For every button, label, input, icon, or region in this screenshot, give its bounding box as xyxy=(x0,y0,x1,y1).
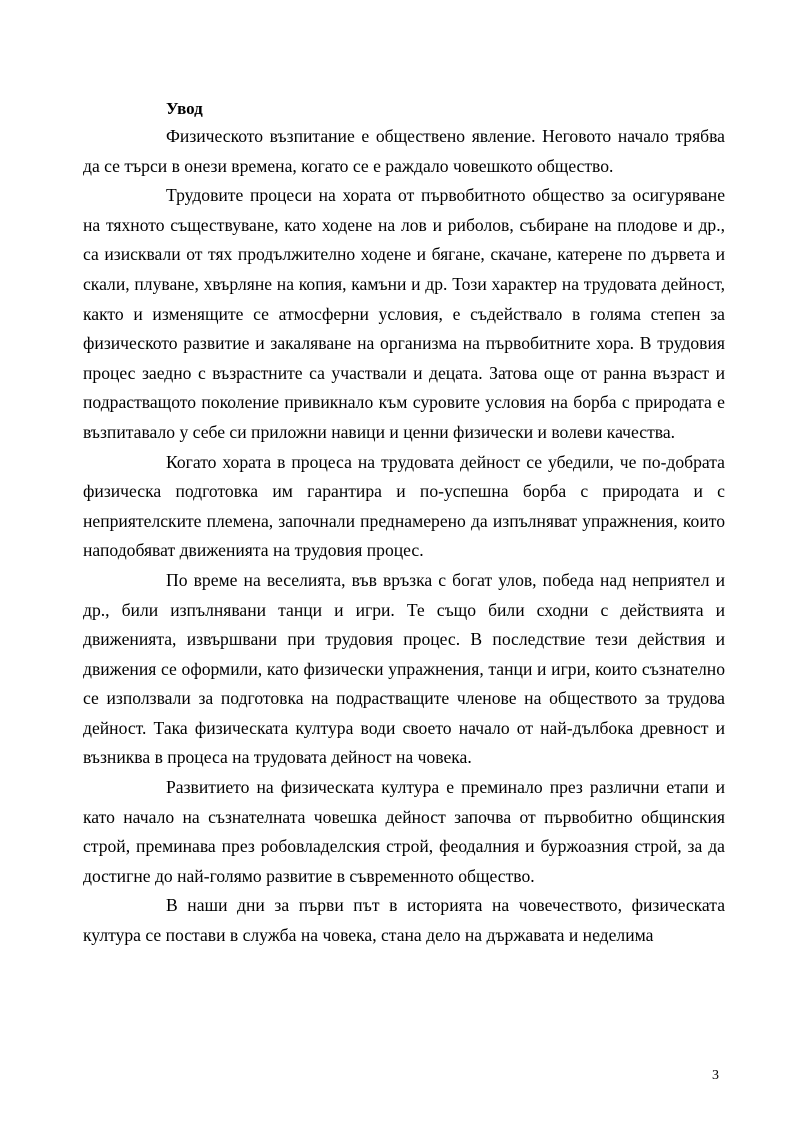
document-body xyxy=(83,96,725,951)
paragraph: Трудовите процеси на хората от първобитното общество за осигуряване на тяхното съществуване, като ходене на лов и риболов, събиране на плодове и др., са изисквали от тях продължително ходене и бягане, скачане, катерене по дървета и скали, плуване, хвърляне на копия, камъни и др. Този характер на трудовата дейност, както и изменящите се атмосферни условия, е съдействало в голяма степен за физическото развитие и закаляване на организма на първобитните хора. В трудовия процес заедно с възрастните са участвали и децата. Затова още от ранна възраст и подрастващото поколение привикнало към суровите условия на борба с природата е възпитавало у себе си приложни навици и ценни физически и волеви качества. xyxy=(83,185,725,442)
paragraph: Развитието на физическата култура е преминало през различни етапи и като начало на съзнателната човешка дейност започва от първобитно общинския строй, преминава през робовладелския строй, феодалния и буржоазния строй, за да достигне до най-голямо развитие в съвременното общество. xyxy=(83,777,725,886)
section-heading: Увод xyxy=(166,99,203,118)
paragraph: Физическото възпитание е обществено явление. Неговото начало трябва да се търси в онези времена, когато се е раждало човешкото общество. xyxy=(83,126,725,176)
paragraph: Когато хората в процеса на трудовата дейност се убедили, че по-добрата физическа подготовка им гарантира и по-успешна борба с природата и с неприятелските племена, започнали преднамерено да изпълняват упражнения, които наподобяват движенията на трудовия процес. xyxy=(83,451,725,561)
paragraph: По време на веселията, във връзка с богат улов, победа над неприятел и др., били изпълнявани танци и игри. Те също били сходни с действията и движенията, извършвани при трудовия процес. В последствие тези действия и движения се оформили, като физически упражнения, танци и игри, които съзнателно се използвали за подготовка на подрастващите членове на обществото за трудова дейност. Така физическата култура води своето начало от най-дълбока древност и възниква в процеса на трудовата дейност на човека. xyxy=(83,569,725,768)
paragraph: В наши дни за първи път в историята на човечеството, физическата култура се постави в служба на човека, стана дело на държавата и неделима xyxy=(83,895,725,946)
page-number: 3 xyxy=(712,1068,719,1083)
